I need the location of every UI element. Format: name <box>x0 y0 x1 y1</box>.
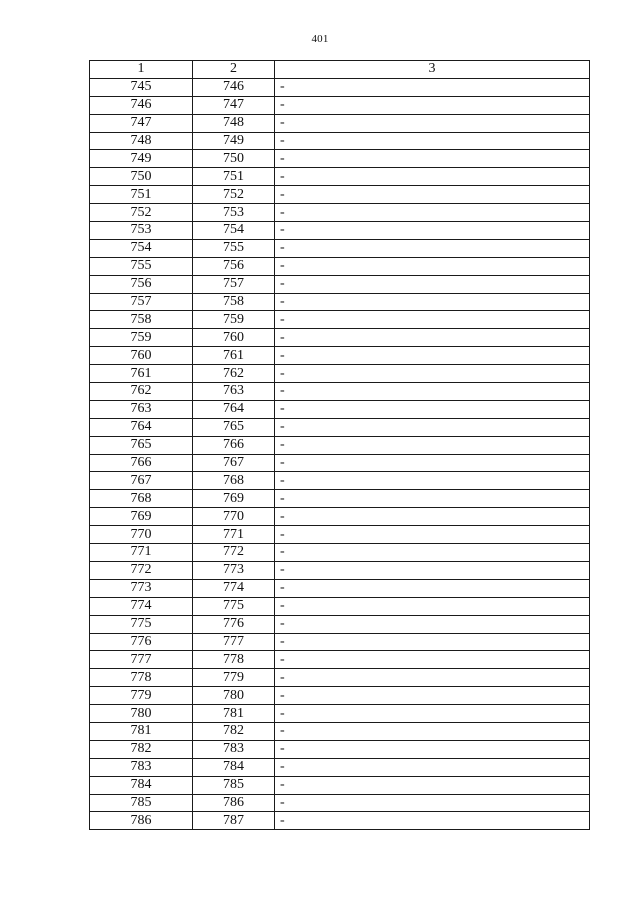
table-cell-col-2: 762 <box>193 365 275 383</box>
table-row <box>90 383 590 401</box>
table-cell-col-1: 775 <box>90 615 193 633</box>
table-cell-col-3: - <box>275 293 590 311</box>
table-cell-col-1: 780 <box>90 705 193 723</box>
table-cell-col-3: - <box>275 436 590 454</box>
table-cell-col-1: 781 <box>90 722 193 740</box>
table-cell-col-3: - <box>275 758 590 776</box>
table-row <box>90 222 590 240</box>
table-cell-col-3: - <box>275 472 590 490</box>
table-cell-col-2: 760 <box>193 329 275 347</box>
table-cell-col-3: - <box>275 794 590 812</box>
table-row <box>90 96 590 114</box>
table-cell-col-1: 778 <box>90 669 193 687</box>
table-cell-col-2: 766 <box>193 436 275 454</box>
table-cell-col-1: 774 <box>90 597 193 615</box>
table-cell-col-2: 772 <box>193 544 275 562</box>
table-header <box>90 61 590 79</box>
table-row <box>90 436 590 454</box>
table-cell-col-1: 745 <box>90 78 193 96</box>
table-cell-col-2: 759 <box>193 311 275 329</box>
table-cell-col-2: 754 <box>193 222 275 240</box>
table-cell-col-2: 774 <box>193 579 275 597</box>
table-row <box>90 794 590 812</box>
table-cell-col-3: - <box>275 311 590 329</box>
table-cell-col-1: 771 <box>90 544 193 562</box>
table-cell-col-2: 758 <box>193 293 275 311</box>
page-number: 401 <box>311 33 329 45</box>
table-cell-col-2: 787 <box>193 812 275 830</box>
table-cell-col-1: 776 <box>90 633 193 651</box>
table-row <box>90 758 590 776</box>
table-cell-col-1: 767 <box>90 472 193 490</box>
table-row <box>90 705 590 723</box>
table-cell-col-3: - <box>275 579 590 597</box>
table-cell-col-3: - <box>275 96 590 114</box>
table-cell-col-1: 751 <box>90 186 193 204</box>
table-cell-col-2: 778 <box>193 651 275 669</box>
table-cell-col-3: - <box>275 239 590 257</box>
table-cell-col-3: - <box>275 526 590 544</box>
table-row <box>90 400 590 418</box>
header-row <box>90 61 590 79</box>
table-cell-col-2: 747 <box>193 96 275 114</box>
table-cell-col-1: 759 <box>90 329 193 347</box>
table-row <box>90 168 590 186</box>
table-cell-col-3: - <box>275 257 590 275</box>
table-cell-col-1: 755 <box>90 257 193 275</box>
table-cell-col-3: - <box>275 669 590 687</box>
table-cell-col-3: - <box>275 508 590 526</box>
table-cell-col-1: 749 <box>90 150 193 168</box>
table-row <box>90 365 590 383</box>
table-cell-col-1: 746 <box>90 96 193 114</box>
table-cell-col-3: - <box>275 740 590 758</box>
table-cell-col-1: 747 <box>90 114 193 132</box>
table-cell-col-1: 768 <box>90 490 193 508</box>
table-row <box>90 544 590 562</box>
table-row <box>90 490 590 508</box>
table-cell-col-2: 775 <box>193 597 275 615</box>
data-table <box>89 60 590 830</box>
table-cell-col-2: 784 <box>193 758 275 776</box>
table-row <box>90 669 590 687</box>
table-cell-col-3: - <box>275 78 590 96</box>
table-cell-col-3: - <box>275 776 590 794</box>
table-cell-col-2: 746 <box>193 78 275 96</box>
table-row <box>90 812 590 830</box>
table-cell-col-3: - <box>275 150 590 168</box>
table-cell-col-1: 756 <box>90 275 193 293</box>
table-cell-col-2: 750 <box>193 150 275 168</box>
table-row <box>90 597 590 615</box>
table-row <box>90 740 590 758</box>
table-cell-col-2: 769 <box>193 490 275 508</box>
table-row <box>90 311 590 329</box>
table-cell-col-1: 772 <box>90 561 193 579</box>
table-row <box>90 776 590 794</box>
table-row <box>90 454 590 472</box>
table-cell-col-3: - <box>275 544 590 562</box>
table-row <box>90 508 590 526</box>
table-cell-col-3: - <box>275 633 590 651</box>
table-cell-col-1: 770 <box>90 526 193 544</box>
table-cell-col-2: 770 <box>193 508 275 526</box>
table-cell-col-1: 757 <box>90 293 193 311</box>
table-cell-col-3: - <box>275 722 590 740</box>
table-row <box>90 526 590 544</box>
table-cell-col-2: 761 <box>193 347 275 365</box>
table-cell-col-2: 765 <box>193 418 275 436</box>
table-cell-col-3: - <box>275 275 590 293</box>
table-cell-col-1: 786 <box>90 812 193 830</box>
table-cell-col-1: 754 <box>90 239 193 257</box>
table-cell-col-2: 786 <box>193 794 275 812</box>
table-cell-col-3: - <box>275 812 590 830</box>
table-cell-col-1: 762 <box>90 383 193 401</box>
table-cell-col-1: 779 <box>90 687 193 705</box>
table-cell-col-2: 752 <box>193 186 275 204</box>
column-header-2: 2 <box>193 61 275 79</box>
table-row <box>90 329 590 347</box>
table-cell-col-3: - <box>275 705 590 723</box>
table-cell-col-1: 784 <box>90 776 193 794</box>
table-cell-col-3: - <box>275 597 590 615</box>
table-cell-col-1: 752 <box>90 204 193 222</box>
table-cell-col-3: - <box>275 204 590 222</box>
table-cell-col-3: - <box>275 418 590 436</box>
table-cell-col-2: 756 <box>193 257 275 275</box>
table-cell-col-2: 771 <box>193 526 275 544</box>
table-cell-col-3: - <box>275 383 590 401</box>
table-cell-col-1: 782 <box>90 740 193 758</box>
table-row <box>90 239 590 257</box>
table-row <box>90 651 590 669</box>
table-cell-col-3: - <box>275 687 590 705</box>
table-cell-col-3: - <box>275 329 590 347</box>
table-cell-col-2: 779 <box>193 669 275 687</box>
column-header-1: 1 <box>90 61 193 79</box>
table-row <box>90 186 590 204</box>
table-cell-col-3: - <box>275 114 590 132</box>
table-row <box>90 472 590 490</box>
table-cell-col-2: 755 <box>193 239 275 257</box>
table-row <box>90 78 590 96</box>
table-row <box>90 204 590 222</box>
table-cell-col-3: - <box>275 615 590 633</box>
table-cell-col-2: 764 <box>193 400 275 418</box>
table-cell-col-1: 783 <box>90 758 193 776</box>
table-row <box>90 615 590 633</box>
table-cell-col-3: - <box>275 651 590 669</box>
table-cell-col-1: 777 <box>90 651 193 669</box>
table-cell-col-2: 783 <box>193 740 275 758</box>
table-cell-col-2: 751 <box>193 168 275 186</box>
table-row <box>90 561 590 579</box>
table-cell-col-1: 765 <box>90 436 193 454</box>
table-cell-col-1: 785 <box>90 794 193 812</box>
table-cell-col-2: 763 <box>193 383 275 401</box>
table-body <box>90 78 590 829</box>
table-cell-col-2: 782 <box>193 722 275 740</box>
table-cell-col-3: - <box>275 132 590 150</box>
table-cell-col-3: - <box>275 168 590 186</box>
table-row <box>90 633 590 651</box>
table-cell-col-1: 760 <box>90 347 193 365</box>
table-row <box>90 579 590 597</box>
table-cell-col-1: 758 <box>90 311 193 329</box>
table-cell-col-3: - <box>275 222 590 240</box>
table-row <box>90 150 590 168</box>
table-cell-col-3: - <box>275 365 590 383</box>
table-cell-col-1: 761 <box>90 365 193 383</box>
table-cell-col-1: 773 <box>90 579 193 597</box>
table-cell-col-2: 776 <box>193 615 275 633</box>
table-row <box>90 293 590 311</box>
table-cell-col-1: 748 <box>90 132 193 150</box>
table-cell-col-2: 749 <box>193 132 275 150</box>
table-row <box>90 257 590 275</box>
table-cell-col-2: 777 <box>193 633 275 651</box>
table-cell-col-2: 768 <box>193 472 275 490</box>
table-cell-col-3: - <box>275 186 590 204</box>
table-cell-col-2: 753 <box>193 204 275 222</box>
table-cell-col-3: - <box>275 561 590 579</box>
table-cell-col-2: 773 <box>193 561 275 579</box>
table-row <box>90 687 590 705</box>
table-cell-col-1: 750 <box>90 168 193 186</box>
table-row <box>90 275 590 293</box>
table-row <box>90 418 590 436</box>
table-row <box>90 114 590 132</box>
table-cell-col-2: 780 <box>193 687 275 705</box>
table-cell-col-1: 763 <box>90 400 193 418</box>
table-cell-col-2: 785 <box>193 776 275 794</box>
table-cell-col-3: - <box>275 454 590 472</box>
table-cell-col-1: 766 <box>90 454 193 472</box>
table-cell-col-2: 781 <box>193 705 275 723</box>
table-cell-col-1: 769 <box>90 508 193 526</box>
table-row <box>90 347 590 365</box>
table-cell-col-3: - <box>275 490 590 508</box>
table-cell-col-2: 767 <box>193 454 275 472</box>
table-cell-col-1: 753 <box>90 222 193 240</box>
column-header-3: 3 <box>275 61 590 79</box>
table-cell-col-2: 757 <box>193 275 275 293</box>
table-row <box>90 132 590 150</box>
table-cell-col-1: 764 <box>90 418 193 436</box>
table-cell-col-3: - <box>275 347 590 365</box>
table-row <box>90 722 590 740</box>
table-cell-col-3: - <box>275 400 590 418</box>
table-cell-col-2: 748 <box>193 114 275 132</box>
